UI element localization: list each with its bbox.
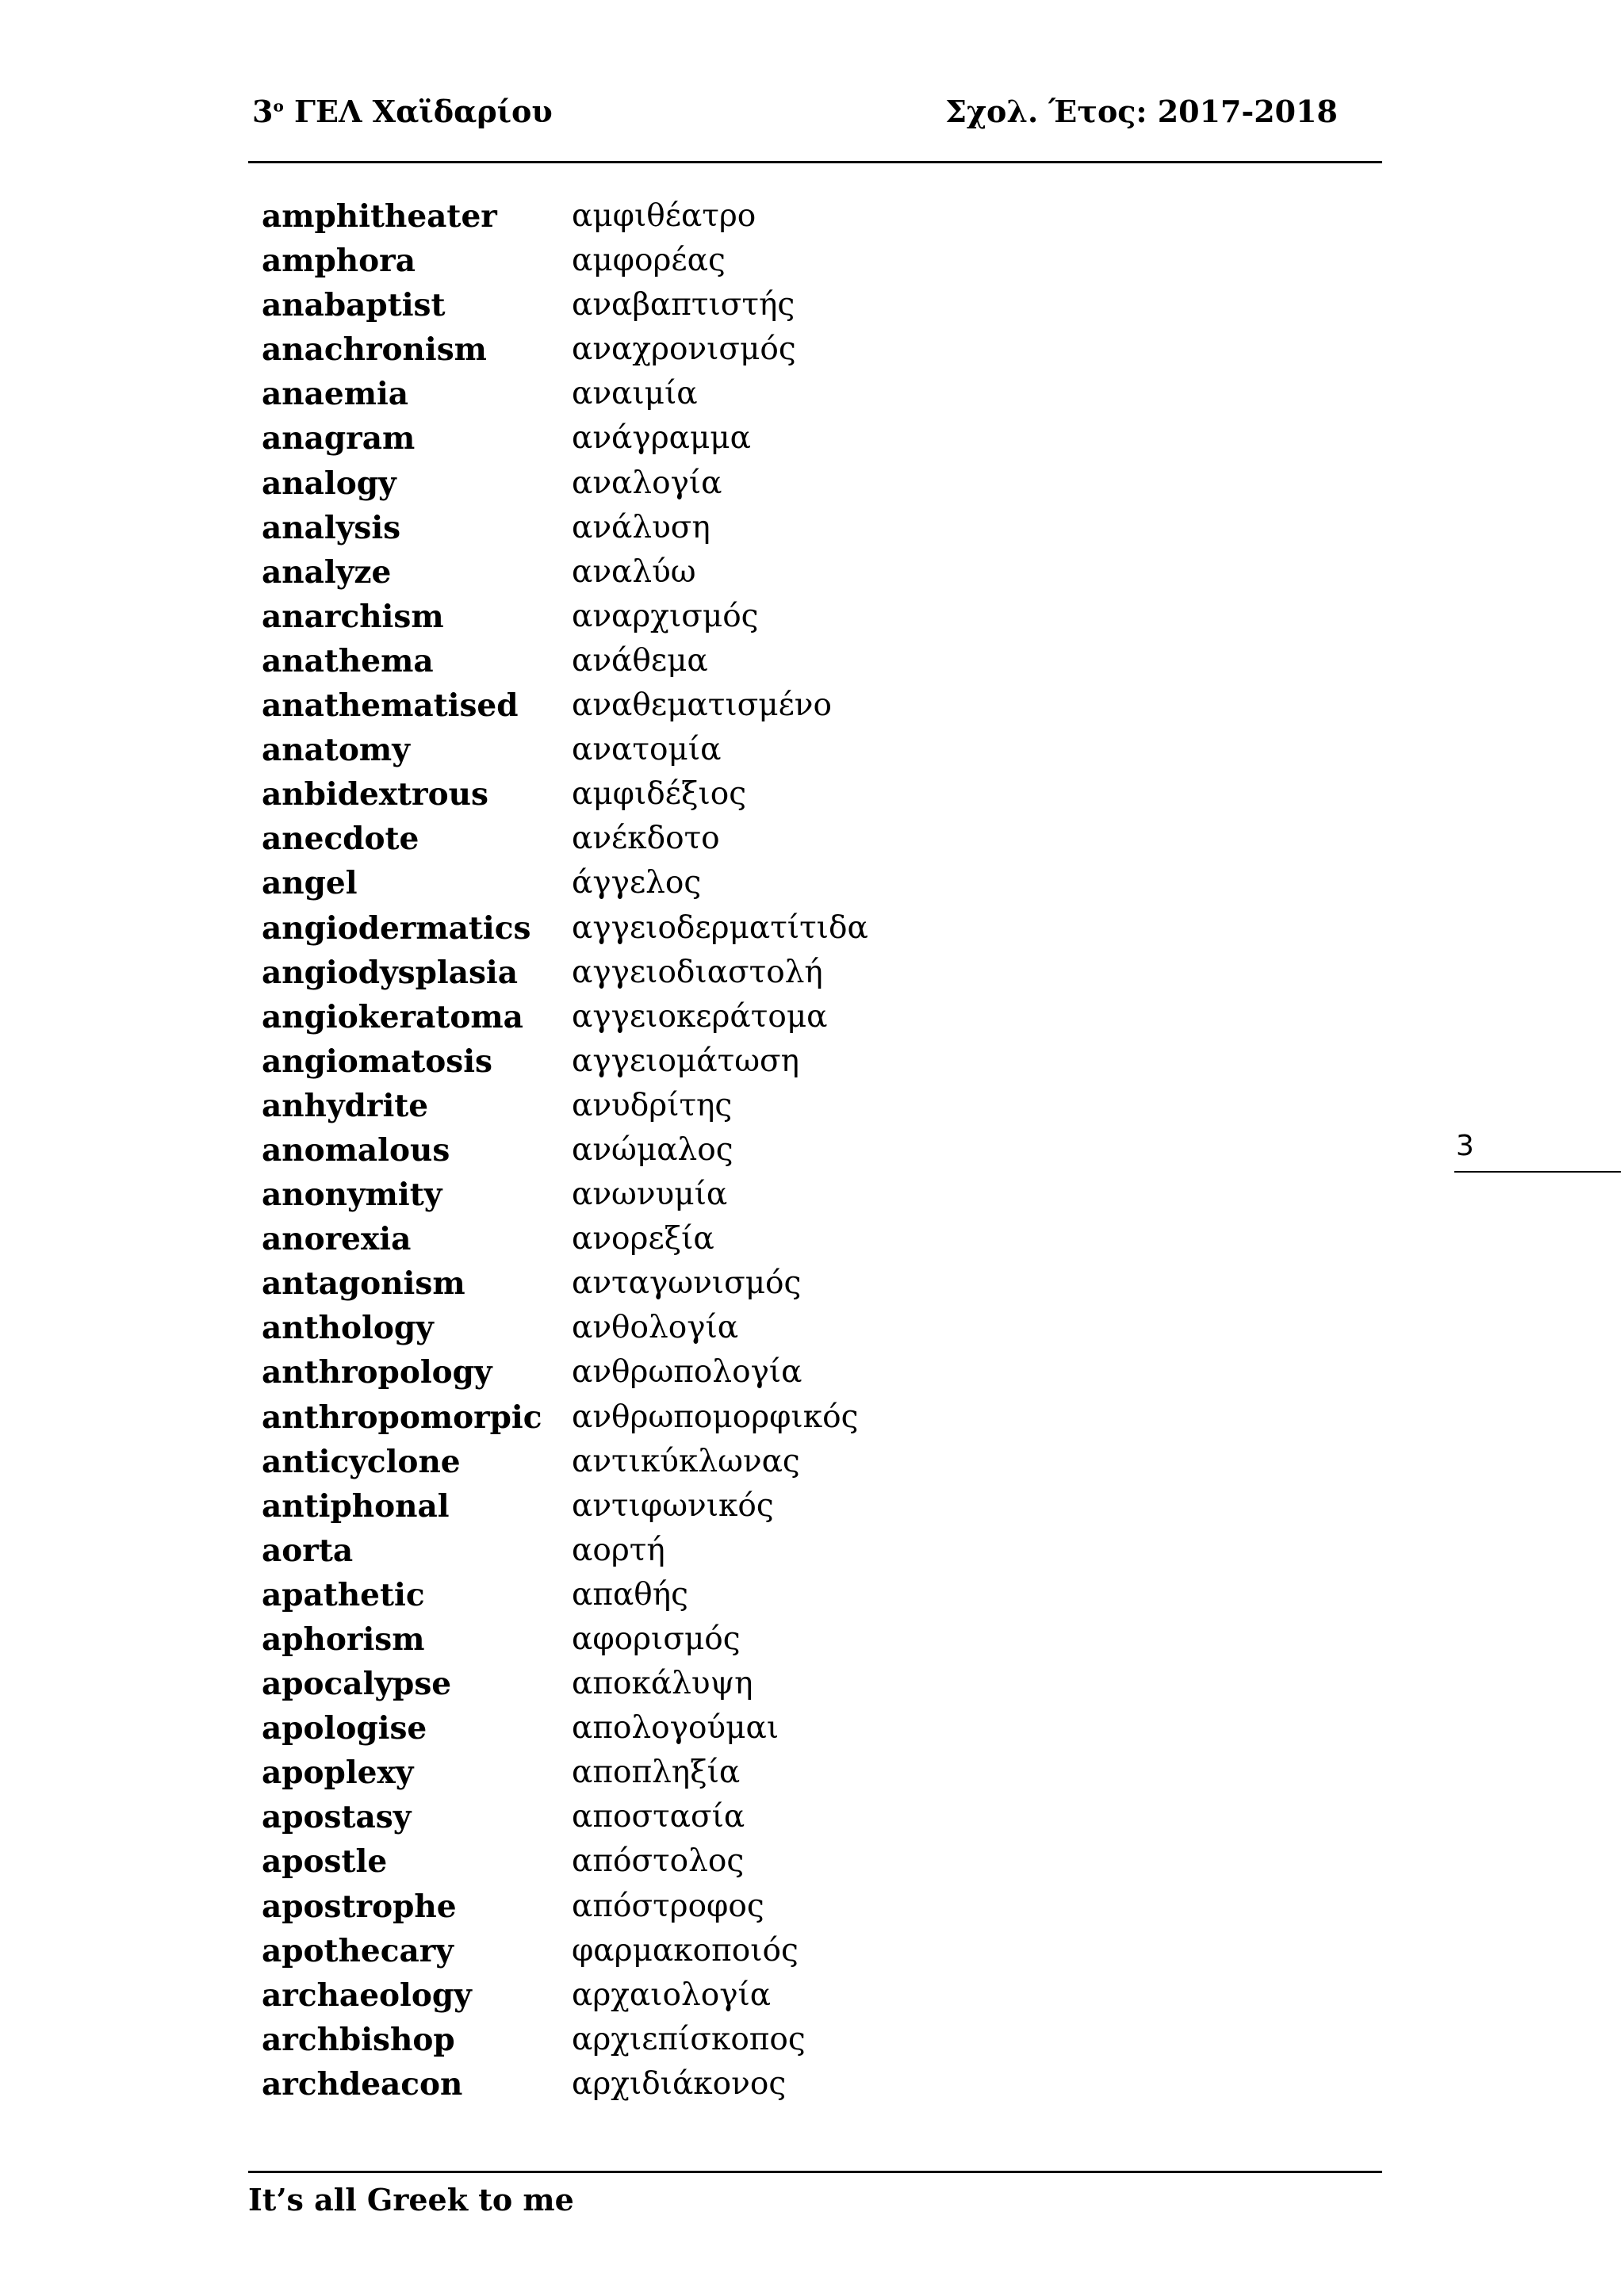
greek-translation: αποστασία (572, 1799, 745, 1835)
english-term: anhydrite (262, 1087, 429, 1124)
english-term: apostle (262, 1843, 388, 1881)
vocabulary-row (262, 1484, 1213, 1529)
english-term: anthropomorpic (262, 1399, 542, 1436)
english-term: apothecary (262, 1932, 454, 1969)
footer-divider (248, 2171, 1382, 2173)
vocabulary-row (262, 728, 1213, 772)
greek-translation: αντιφωνικός (572, 1487, 774, 1524)
vocabulary-row (262, 1084, 1213, 1128)
english-term: archbishop (262, 2021, 455, 2058)
greek-translation: αρχιεπίσκοπος (572, 2021, 806, 2057)
greek-translation: αρχαιολογία (572, 1976, 772, 2013)
english-term: anthology (262, 1310, 434, 1347)
greek-translation: απαθής (572, 1576, 688, 1613)
english-term: archaeology (262, 1976, 472, 2014)
vocabulary-row (262, 416, 1213, 461)
vocabulary-row (262, 550, 1213, 595)
english-term: apologise (262, 1710, 427, 1747)
english-term: anomalous (262, 1131, 450, 1169)
greek-translation: ανάγραμμα (572, 420, 751, 457)
english-term: archdeacon (262, 2065, 463, 2103)
english-term: anticyclone (262, 1443, 461, 1480)
english-term: analogy (262, 465, 396, 502)
greek-translation: αγγειοκεράτομα (572, 998, 828, 1035)
english-term: aorta (262, 1532, 354, 1569)
greek-translation: ανάλυση (572, 509, 710, 545)
greek-translation: αποπληξία (572, 1755, 741, 1791)
greek-translation: ανατομία (572, 732, 722, 768)
vocabulary-row (262, 1929, 1213, 1973)
greek-translation: ανταγωνισμός (572, 1265, 802, 1302)
vocabulary-row (262, 1706, 1213, 1751)
english-term: anorexia (262, 1221, 412, 1258)
vocabulary-row (262, 2018, 1213, 2062)
english-term: aphorism (262, 1621, 425, 1658)
vocabulary-row (262, 906, 1213, 951)
footer-text: It’s all Greek to me (248, 2182, 574, 2218)
english-term: amphora (262, 243, 416, 280)
greek-translation: αναλύω (572, 553, 696, 590)
english-term: angiodysplasia (262, 954, 519, 991)
greek-translation: αναθεματισμένο (572, 687, 832, 724)
english-term: anathematised (262, 687, 519, 725)
vocabulary-row (262, 506, 1213, 550)
header-divider (248, 161, 1382, 163)
vocabulary-row (262, 1839, 1213, 1884)
english-term: angiodermatics (262, 909, 531, 947)
greek-translation: αμφορέας (572, 243, 726, 279)
english-term: anbidextrous (262, 776, 488, 813)
vocabulary-row (262, 861, 1213, 905)
vocabulary-row (262, 1261, 1213, 1306)
vocabulary-row (262, 817, 1213, 861)
english-term: antagonism (262, 1265, 465, 1303)
page-header (248, 94, 1354, 141)
vocabulary-row (262, 995, 1213, 1039)
english-term: anagram (262, 420, 416, 457)
english-term: apocalypse (262, 1666, 452, 1703)
greek-translation: ανωνυμία (572, 1177, 728, 1213)
greek-translation: ανάθεμα (572, 642, 708, 679)
school-year: Σχολ. Έτος: 2017-2018 (945, 94, 1338, 129)
greek-translation: αναιμία (572, 376, 698, 412)
english-term: anecdote (262, 821, 419, 858)
english-term: anathema (262, 642, 434, 679)
greek-translation: απολογούμαι (572, 1710, 779, 1747)
vocabulary-row (262, 1039, 1213, 1084)
english-term: apathetic (262, 1576, 425, 1613)
vocabulary-row (262, 327, 1213, 372)
greek-translation: αμφιδέξιος (572, 776, 747, 813)
greek-translation: αγγειοδιαστολή (572, 954, 823, 990)
english-term: apoplexy (262, 1755, 414, 1792)
greek-translation: απόστολος (572, 1843, 745, 1880)
vocabulary-row (262, 639, 1213, 683)
school-name: $3^o$ ΓΕΛ Χαϊδαρίου (252, 94, 553, 129)
vocabulary-list (262, 194, 1213, 2107)
vocabulary-row (262, 1795, 1213, 1839)
greek-translation: ανθρωπολογία (572, 1354, 802, 1391)
english-term: antiphonal (262, 1487, 450, 1525)
vocabulary-row (262, 2062, 1213, 2107)
greek-translation: αγγειοδερματίτιδα (572, 909, 868, 946)
vocabulary-row (262, 1573, 1213, 1617)
english-term: apostrophe (262, 1888, 457, 1925)
greek-translation: αναχρονισμός (572, 331, 796, 368)
greek-translation: αναλογία (572, 465, 722, 501)
vocabulary-row (262, 1617, 1213, 1662)
greek-translation: αορτή (572, 1532, 665, 1568)
greek-translation: αφορισμός (572, 1621, 741, 1657)
vocabulary-row (262, 372, 1213, 416)
english-term: anatomy (262, 732, 410, 769)
vocabulary-row (262, 1306, 1213, 1350)
vocabulary-row (262, 194, 1213, 239)
english-term: anabaptist (262, 287, 446, 324)
english-term: angiokeratoma (262, 998, 523, 1035)
greek-translation: ανέκδοτο (572, 821, 720, 857)
vocabulary-row (262, 461, 1213, 506)
english-term: anthropology (262, 1354, 492, 1391)
greek-translation: αποκάλυψη (572, 1666, 753, 1702)
english-term: analyze (262, 553, 392, 591)
greek-translation: αγγειομάτωση (572, 1043, 799, 1079)
vocabulary-row (262, 1440, 1213, 1484)
english-term: amphitheater (262, 198, 497, 235)
english-term: apostasy (262, 1799, 412, 1836)
vocabulary-row (262, 1529, 1213, 1573)
vocabulary-row (262, 1128, 1213, 1173)
english-term: anaemia (262, 376, 409, 413)
english-term: angel (262, 865, 358, 902)
greek-translation: αρχιδιάκονος (572, 2065, 787, 2102)
vocabulary-row (262, 1662, 1213, 1706)
greek-translation: ανώμαλος (572, 1131, 733, 1168)
english-term: anachronism (262, 331, 487, 369)
greek-translation: αμφιθέατρο (572, 198, 756, 234)
vocabulary-row (262, 951, 1213, 995)
page-number-underline (1454, 1171, 1621, 1173)
greek-translation: ανθολογία (572, 1310, 739, 1346)
vocabulary-row (262, 283, 1213, 327)
greek-translation: άγγελος (572, 865, 702, 901)
english-term: analysis (262, 509, 401, 546)
vocabulary-row (262, 772, 1213, 817)
vocabulary-row (262, 1350, 1213, 1395)
greek-translation: φαρμακοποιός (572, 1932, 799, 1969)
vocabulary-row (262, 1173, 1213, 1217)
vocabulary-row (262, 1885, 1213, 1929)
vocabulary-row (262, 683, 1213, 728)
page-number: 3 (1456, 1130, 1474, 1162)
vocabulary-row (262, 595, 1213, 639)
greek-translation: ανθρωπομορφικός (572, 1399, 859, 1435)
vocabulary-row (262, 1217, 1213, 1261)
english-term: anonymity (262, 1177, 442, 1214)
greek-translation: αναρχισμός (572, 598, 759, 634)
greek-translation: αναβαπτιστής (572, 287, 795, 323)
greek-translation: ανορεξία (572, 1221, 714, 1257)
greek-translation: ανυδρίτης (572, 1087, 733, 1123)
english-term: angiomatosis (262, 1043, 493, 1080)
english-term: anarchism (262, 598, 444, 635)
vocabulary-row (262, 1973, 1213, 2018)
vocabulary-row (262, 1751, 1213, 1795)
greek-translation: απόστροφος (572, 1888, 764, 1924)
greek-translation: αντικύκλωνας (572, 1443, 800, 1479)
vocabulary-row (262, 239, 1213, 283)
vocabulary-row (262, 1395, 1213, 1440)
